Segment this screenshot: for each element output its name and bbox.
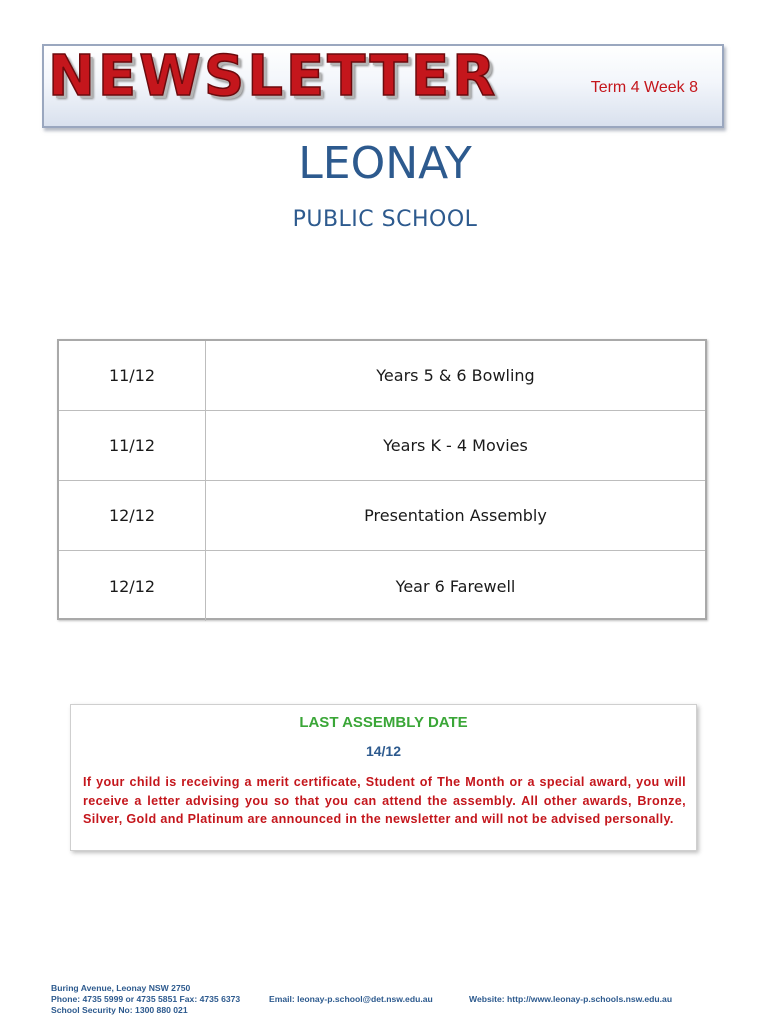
table-row [59,481,705,551]
assembly-title: LAST ASSEMBLY DATE [299,714,468,731]
event-name: Years 5 & 6 Bowling [376,366,535,385]
footer [51,983,691,1017]
event-date: 12/12 [59,551,206,621]
footer-security: School Security No: 1300 880 021 [51,1005,188,1016]
assembly-date: 14/12 [365,743,402,759]
assembly-notice: If your child is receiving a merit certificate, Student of The Month or a special award, you will receive a letter advising you so that you can attend the assembly. All other awards, Bronze, Silver, Gold and Platinum are announced in the newsletter and will not be advised personally. [83,775,686,826]
footer-email-link[interactable]: Email: leonay-p.school@det.nsw.edu.au [269,994,433,1005]
newsletter-banner [42,44,724,128]
footer-phone: Phone: 4735 5999 or 4735 5851 Fax: 4735 6373 [51,994,241,1005]
school-subtitle: PUBLIC SCHOOL [292,207,478,232]
event-date: 11/12 [59,341,206,410]
event-date: 11/12 [59,411,206,480]
footer-website-link[interactable]: Website: http://www.leonay-p.schools.nsw.edu.au [469,994,673,1005]
events-table [57,339,707,620]
event-name: Years K - 4 Movies [383,436,528,455]
newsletter-title: NEWSLETTER [48,44,499,109]
event-date: 12/12 [59,481,206,550]
school-name: LEONAY [298,138,472,189]
table-row [59,341,705,411]
table-row [59,551,705,621]
footer-address: Buring Avenue, Leonay NSW 2750 [51,983,191,993]
event-name: Year 6 Farewell [395,576,516,596]
event-name: Presentation Assembly [364,506,547,525]
term-week-label: Term 4 Week 8 [590,79,698,96]
last-assembly-box [70,704,697,851]
table-row [59,411,705,481]
